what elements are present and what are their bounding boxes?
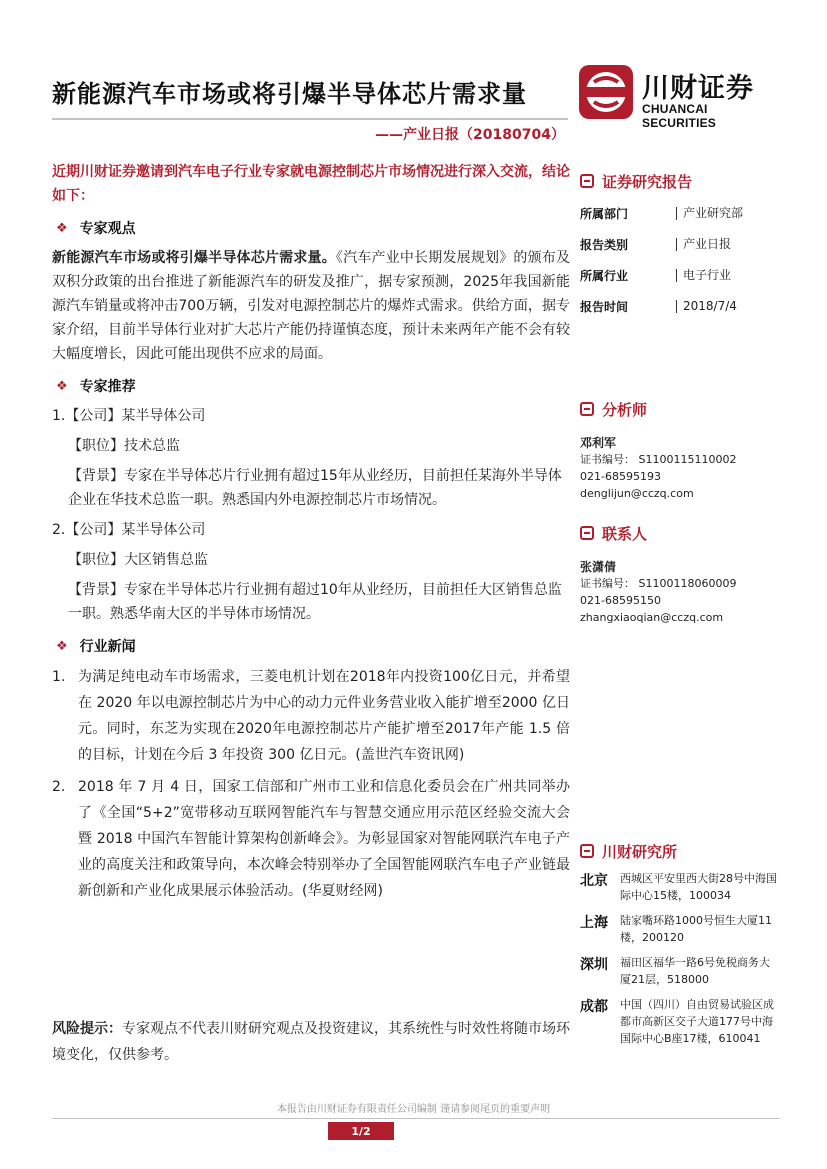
analyst-email[interactable]: denglijun@cczq.com [580, 487, 694, 500]
section-news-heading: ❖ 行业新闻 [56, 638, 136, 655]
logo-chinese-name: 川财证券 [642, 73, 754, 104]
report-subtitle: ——产业日报（20180704） [375, 127, 565, 143]
institute-block [580, 840, 780, 1047]
info-row: 所属行业 电子行业 [580, 267, 732, 283]
expert-view-paragraph [52, 246, 570, 366]
news-item: 2. 2018 年 7 月 4 日，国家工信部和广州市工业和信息化委员会在广州共同举办了《全国“5+2”宽带移动互联网智能汽车与智慧交通应用示范区经验交流大会暨 2018 中国汽车智能计算架构创新峰会》。为彰显国家对智能网联汽车电子产业的高度关注和政策导向，本次峰会特别举办了全国智能网联汽车电子产业链最新创新和产业化成果展示体验活动。(华夏财经网) [52, 779, 570, 899]
sidebar [580, 170, 780, 626]
diamond-bullet-icon: ❖ [56, 378, 68, 394]
main-content [52, 160, 570, 904]
section-marker-icon [580, 844, 594, 858]
info-row: 所属部门 产业研究部 [580, 205, 744, 221]
title-divider [52, 118, 568, 120]
section-expert-view-heading: ❖ 专家观点 [56, 220, 136, 237]
section-marker-icon [580, 402, 594, 416]
expert-view-lead: 新能源汽车市场或将引爆半导体芯片需求量。 [52, 250, 336, 266]
page-title: 新能源汽车市场或将引爆半导体芯片需求量 [52, 80, 527, 108]
office-row: 深圳 福田区福华一路6号免税商务大厦21层，518000 [580, 956, 770, 986]
rec-background: 【背景】专家在半导体芯片行业拥有超过10年从业经历，目前担任大区销售总监一职。熟悉华南大区的半导体市场情况。 [68, 582, 562, 622]
analyst-cert: 证书编号： S1100115110002 [580, 453, 737, 466]
rec-role: 【职位】技术总监 [68, 438, 180, 454]
section-expert-rec-heading: ❖ 专家推荐 [56, 378, 136, 395]
office-row: 北京 西城区平安里西大街28号中海国际中心15楼，100034 [580, 872, 777, 902]
analyst-phone: 021-68595193 [580, 470, 661, 483]
section-marker-icon [580, 174, 594, 188]
risk-text: 专家观点不代表川财研究观点及投资建议，其系统性与时效性将随市场环境变化，仅供参考。 [52, 1021, 570, 1063]
diamond-bullet-icon: ❖ [56, 638, 68, 654]
news-list [52, 664, 570, 904]
footer-disclaimer: 本报告由川财证券有限责任公司编制 谨请参阅尾页的重要声明 [276, 1104, 551, 1115]
contact-email[interactable]: zhangxiaoqian@cczq.com [580, 611, 724, 624]
contact-name: 张潇倩 [580, 560, 617, 574]
logo-english-name: CHUANCAI SECURITIES [642, 102, 717, 130]
expert-view-body: 《汽车产业中长期发展规划》的颁布及双积分政策的出台推进了新能源汽车的研发及推广，据专家预测，2025年我国新能源汽车销量或将冲击700万辆，引发对电源控制芯片的爆炸式需求。供给方面，据专家介绍，目前半导体行业对扩大芯片产能仍持谨慎态度，预计未来两年产能不会有较大幅度增长，因此可能出现供不应求的局面。 [52, 250, 571, 362]
contact-heading: 联系人 [580, 522, 780, 544]
contact-cert: 证书编号： S1100118060009 [580, 577, 737, 590]
news-item: 1. 为满足纯电动车市场需求，三菱电机计划在2018年内投资100亿日元，并希望在 2020 年以电源控制芯片为中心的动力元件业务营业收入能扩增至2000 亿日元。同时，东芝为实现在2020年电源控制芯片产能扩增至2017年产能 1.5 倍的目标，计划在今后 3 年投资 300 亿日元。(盖世汽车资讯网) [52, 669, 570, 763]
company-logo [578, 64, 778, 130]
intro-text: 近期川财证券邀请到汽车电子行业专家就电源控制芯片市场情况进行深入交流，结论如下： [52, 164, 570, 204]
analyst-name: 邓利军 [580, 436, 617, 450]
rec-company: 1.【公司】某半导体公司 [52, 408, 206, 424]
office-row: 成都 中国（四川）自由贸易试验区成都市高新区交子大道177号中海国际中心B座17楼，610041 [580, 998, 774, 1045]
rec-company: 2.【公司】某半导体公司 [52, 522, 206, 538]
page-number: 1/2 [328, 1122, 394, 1140]
institute-heading: 川财研究所 [580, 840, 780, 862]
rec-role: 【职位】大区销售总监 [68, 552, 208, 568]
diamond-bullet-icon: ❖ [56, 220, 68, 236]
footer-divider [52, 1118, 780, 1119]
office-row: 上海 陆家嘴环路1000号恒生大厦11楼，200120 [580, 914, 772, 944]
info-row: 报告类别 产业日报 [580, 236, 732, 252]
contact-phone: 021-68595150 [580, 594, 661, 607]
analyst-heading: 分析师 [580, 398, 780, 420]
section-marker-icon [580, 526, 594, 540]
expert-rec-list [52, 404, 570, 626]
risk-warning [52, 1016, 570, 1068]
report-heading: 证券研究报告 [580, 170, 780, 192]
info-row: 报告时间 2018/7/4 [580, 298, 737, 314]
risk-label: 风险提示： [52, 1021, 122, 1037]
rec-background: 【背景】专家在半导体芯片行业拥有超过15年从业经历，目前担任某海外半导体企业在华技术总监一职。熟悉国内外电源控制芯片市场情况。 [68, 468, 562, 508]
chuancai-logo-icon [578, 64, 634, 120]
